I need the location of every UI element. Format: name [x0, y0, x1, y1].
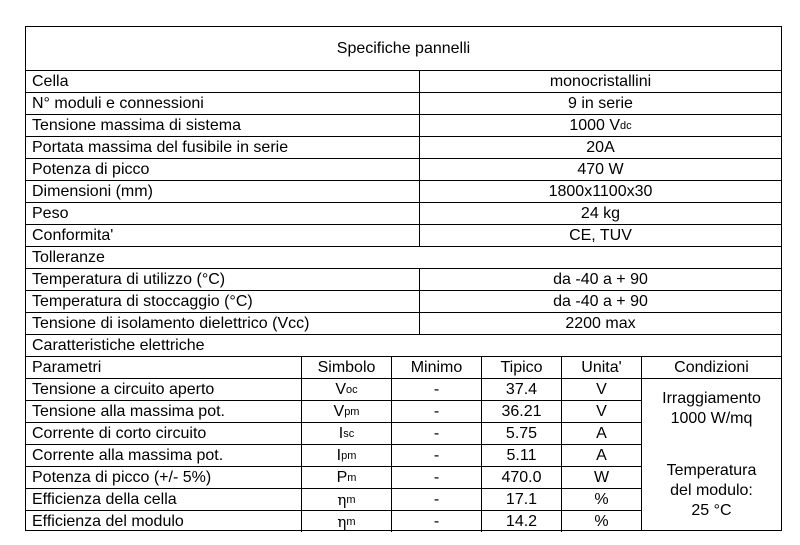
- typ-cell: 37.4: [481, 379, 561, 400]
- section-header-row: [26, 247, 781, 269]
- col-header-conditions: Condizioni: [641, 357, 781, 378]
- symbol-sub: oc: [346, 383, 358, 396]
- condition-temperature-value: 25 °C: [691, 502, 732, 519]
- symbol-cell: [301, 401, 391, 422]
- table-row: [26, 445, 641, 467]
- unit-cell: %: [561, 489, 641, 510]
- condition-irradiance-value: 1000 W/mq: [670, 410, 753, 427]
- min-cell: -: [391, 423, 481, 444]
- value-subscript: dc: [620, 119, 632, 132]
- table-row: [26, 159, 781, 181]
- col-header-unit: Unita': [561, 357, 641, 378]
- row-label: Dimensioni (mm): [32, 182, 153, 200]
- table-row: [26, 137, 781, 159]
- col-header-min: Minimo: [391, 357, 481, 378]
- param-label: Corrente alla massima pot.: [32, 446, 224, 464]
- typ-cell: 5.75: [481, 423, 561, 444]
- symbol-sub: m: [347, 471, 357, 484]
- typ-cell: 17.1: [481, 489, 561, 510]
- table-row: [26, 291, 781, 313]
- section-header-row: [26, 335, 781, 357]
- col-header-typ: Tipico: [481, 357, 561, 378]
- table-row: [26, 423, 641, 445]
- symbol-sub: pm: [344, 405, 360, 418]
- electrical-rows: [26, 379, 781, 530]
- param-label: Corrente di corto circuito: [32, 424, 207, 442]
- min-cell: -: [391, 489, 481, 510]
- typ-cell: 470.0: [481, 467, 561, 488]
- param-label: Tensione a circuito aperto: [32, 380, 215, 398]
- row-value: [419, 115, 781, 136]
- table-row: [26, 115, 781, 137]
- section-header-tolerances: Tolleranze: [32, 248, 105, 266]
- value-text: 1000 V: [569, 116, 621, 134]
- table-title: Specifiche pannelli: [336, 39, 471, 57]
- symbol-main: V: [333, 402, 345, 420]
- typ-cell: 5.11: [481, 445, 561, 466]
- symbol-cell: [301, 445, 391, 466]
- unit-cell: V: [561, 401, 641, 422]
- table-row: [26, 203, 781, 225]
- electrical-values: [26, 379, 641, 530]
- symbol-sub: pm: [341, 449, 357, 462]
- row-label: Conformita': [32, 226, 114, 244]
- symbol-cell: [301, 489, 391, 510]
- table-row: [26, 511, 641, 532]
- symbol-main: I: [336, 446, 342, 464]
- row-label: Tensione di isolamento dielettrico (Vcc): [32, 314, 310, 332]
- row-label: Tensione massima di sistema: [32, 116, 241, 134]
- param-label: Potenza di picco (+/- 5%): [32, 468, 212, 486]
- row-value: 1800x1100x30: [419, 181, 781, 202]
- typ-cell: 14.2: [481, 511, 561, 532]
- min-cell: -: [391, 445, 481, 466]
- row-value: 24 kg: [419, 203, 781, 224]
- section-header-electrical: Caratteristiche elettriche: [32, 336, 205, 354]
- param-label: Tensione alla massima pot.: [32, 402, 225, 420]
- symbol-cell: [301, 511, 391, 532]
- symbol-main: P: [336, 468, 348, 486]
- row-value: 470 W: [419, 159, 781, 180]
- table-row: [26, 269, 781, 291]
- conditions-cell: [641, 379, 781, 530]
- symbol-sub: sc: [343, 427, 355, 440]
- col-header-param: Parametri: [32, 358, 102, 376]
- table-row: [26, 401, 641, 423]
- condition-irradiance-label: Irraggiamento: [662, 390, 761, 407]
- row-label: Potenza di picco: [32, 160, 150, 178]
- row-value: 9 in serie: [419, 93, 781, 114]
- typ-cell: 36.21: [481, 401, 561, 422]
- symbol-main: η: [337, 512, 347, 531]
- table-row: [26, 225, 781, 247]
- symbol-sub: m: [346, 493, 356, 506]
- table-row: [26, 71, 781, 93]
- table-row: [26, 379, 641, 401]
- column-header-row: [26, 357, 781, 379]
- row-label: Cella: [32, 72, 69, 90]
- table-row: [26, 181, 781, 203]
- unit-cell: V: [561, 379, 641, 400]
- symbol-cell: [301, 467, 391, 488]
- col-header-symbol: Simbolo: [301, 357, 391, 378]
- unit-cell: %: [561, 511, 641, 532]
- symbol-cell: [301, 379, 391, 400]
- row-label: Temperatura di stoccaggio (°C): [32, 292, 253, 310]
- unit-cell: W: [561, 467, 641, 488]
- row-value: da -40 a + 90: [419, 269, 781, 290]
- row-label: Portata massima del fusibile in serie: [32, 138, 289, 156]
- symbol-cell: [301, 423, 391, 444]
- row-value: 20A: [419, 137, 781, 158]
- row-label: N° moduli e connessioni: [32, 94, 204, 112]
- symbol-sub: m: [346, 515, 356, 528]
- param-label: Efficienza della cella: [32, 490, 177, 508]
- symbol-main: V: [335, 380, 347, 398]
- unit-cell: A: [561, 423, 641, 444]
- row-value: da -40 a + 90: [419, 291, 781, 312]
- table-row: [26, 467, 641, 489]
- param-label: Efficienza del modulo: [32, 512, 184, 530]
- min-cell: -: [391, 511, 481, 532]
- condition-temperature-label: Temperatura: [666, 462, 757, 479]
- spec-table: [25, 26, 782, 531]
- title-row: [26, 27, 781, 71]
- symbol-main: I: [338, 424, 344, 442]
- row-label: Temperatura di utilizzo (°C): [32, 270, 226, 288]
- row-value: CE, TUV: [419, 225, 781, 246]
- row-label: Peso: [32, 204, 69, 222]
- row-value: monocristallini: [419, 71, 781, 92]
- table-row: [26, 93, 781, 115]
- electrical-table: [26, 357, 781, 530]
- min-cell: -: [391, 467, 481, 488]
- unit-cell: A: [561, 445, 641, 466]
- condition-temperature-sublabel: del modulo:: [670, 482, 753, 499]
- min-cell: -: [391, 379, 481, 400]
- symbol-main: η: [337, 490, 347, 509]
- min-cell: -: [391, 401, 481, 422]
- row-value: 2200 max: [419, 313, 781, 334]
- table-row: [26, 313, 781, 335]
- table-row: [26, 489, 641, 511]
